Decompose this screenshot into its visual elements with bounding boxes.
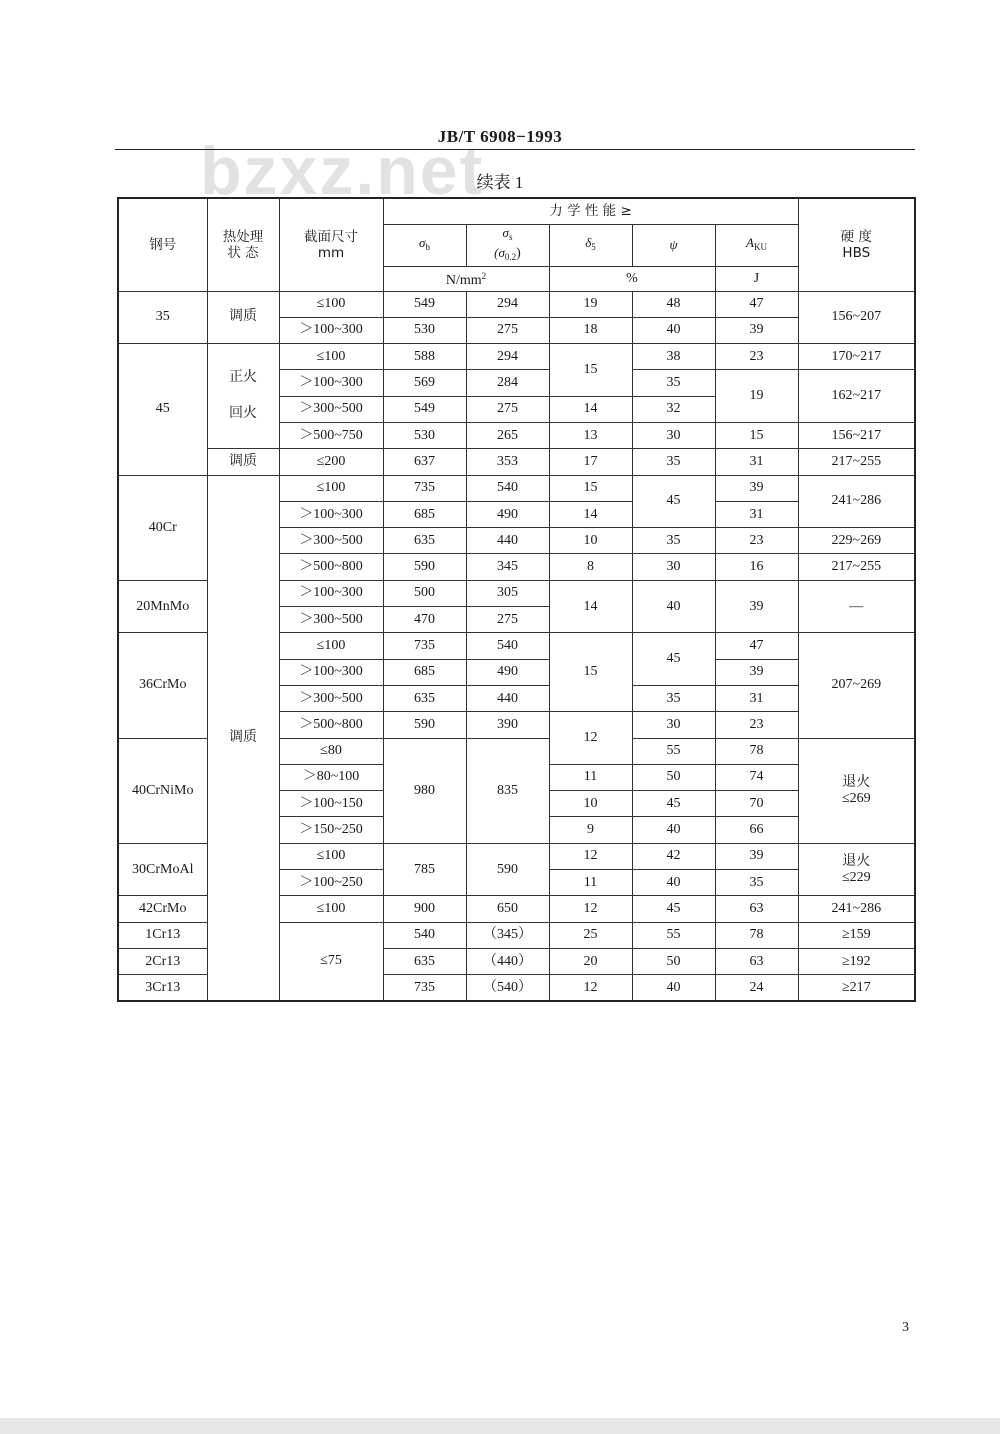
cell: 19 [549, 291, 632, 317]
table-row [118, 449, 915, 475]
cell: 48 [632, 291, 715, 317]
section-size: ≤100 [279, 843, 383, 869]
cell: 635 [383, 528, 466, 554]
col-delta5: $\delta_5$ [549, 224, 632, 266]
cell: 490 [466, 501, 549, 527]
hardness: — [798, 580, 915, 633]
cell: （345） [466, 922, 549, 948]
cell: 440 [466, 685, 549, 711]
cell: 35 [632, 370, 715, 396]
heat-treatment: 调质 [207, 291, 279, 344]
steel-grade: 45 [118, 344, 207, 475]
cell: 50 [632, 948, 715, 974]
cell: 38 [632, 344, 715, 370]
cell: 45 [632, 791, 715, 817]
hardness: ≥192 [798, 948, 915, 974]
cell: 50 [632, 764, 715, 790]
cell: 78 [715, 922, 798, 948]
col-psi: ψ [632, 224, 715, 266]
table-row [118, 344, 915, 370]
hardness: ≥217 [798, 975, 915, 1001]
cell: 635 [383, 685, 466, 711]
cell: 15 [549, 475, 632, 501]
cell: 12 [549, 712, 632, 765]
cell: 63 [715, 948, 798, 974]
cell: 40 [632, 870, 715, 896]
section-size: ＞500~800 [279, 554, 383, 580]
section-size: ＞300~500 [279, 396, 383, 422]
section-size: ＞100~300 [279, 370, 383, 396]
steel-grade: 40CrNiMo [118, 738, 207, 843]
cell: 735 [383, 633, 466, 659]
section-size: ≤80 [279, 738, 383, 764]
cell: 8 [549, 554, 632, 580]
cell: 12 [549, 975, 632, 1001]
cell: 35 [632, 685, 715, 711]
cell: 31 [715, 501, 798, 527]
cell: 70 [715, 791, 798, 817]
cell: 637 [383, 449, 466, 475]
cell: 13 [549, 422, 632, 448]
section-size: ≤100 [279, 633, 383, 659]
table-row [118, 475, 915, 501]
col-heat-treatment: 热处理 状 态 [207, 198, 279, 291]
steel-grade: 3Cr13 [118, 975, 207, 1001]
cell: 30 [632, 422, 715, 448]
cell: 685 [383, 659, 466, 685]
cell: 39 [715, 580, 798, 633]
hardness: 156~207 [798, 291, 915, 344]
hardness: 162~217 [798, 370, 915, 423]
section-size: ≤100 [279, 291, 383, 317]
cell: 530 [383, 422, 466, 448]
cell: 30 [632, 554, 715, 580]
mechanical-properties-table [117, 197, 916, 1002]
cell: 20 [549, 948, 632, 974]
section-size: ＞100~300 [279, 580, 383, 606]
section-size: ＞300~500 [279, 607, 383, 633]
standard-number: JB/T 6908−1993 [437, 127, 563, 146]
cell: 635 [383, 948, 466, 974]
cell: 14 [549, 580, 632, 633]
cell: 785 [383, 843, 466, 896]
cell: （440） [466, 948, 549, 974]
cell: 23 [715, 712, 798, 738]
cell: 353 [466, 449, 549, 475]
cell: 735 [383, 975, 466, 1001]
cell: 40 [632, 317, 715, 343]
cell: 284 [466, 370, 549, 396]
cell: 30 [632, 712, 715, 738]
section-size: ≤100 [279, 896, 383, 922]
cell: 294 [466, 344, 549, 370]
cell: 45 [632, 896, 715, 922]
hardness: 217~255 [798, 449, 915, 475]
table-caption: 续表 1 [476, 173, 524, 192]
cell: 39 [715, 317, 798, 343]
cell: 275 [466, 317, 549, 343]
col-aku: $A_{KU}$ [715, 224, 798, 266]
cell: 265 [466, 422, 549, 448]
cell: 590 [383, 554, 466, 580]
steel-grade: 42CrMo [118, 896, 207, 922]
cell: 569 [383, 370, 466, 396]
cell: 15 [549, 344, 632, 397]
section-size: ≤100 [279, 344, 383, 370]
cell: 540 [383, 922, 466, 948]
cell: 32 [632, 396, 715, 422]
cell: 39 [715, 475, 798, 501]
cell: 590 [466, 843, 549, 896]
hardness: 退火 ≤269 [798, 738, 915, 843]
unit-energy: J [715, 266, 798, 291]
cell: 40 [632, 975, 715, 1001]
cell: 685 [383, 501, 466, 527]
cell: 590 [383, 712, 466, 738]
hardness: 156~217 [798, 422, 915, 448]
col-hardness: 硬 度 HBS [798, 198, 915, 291]
col-sigma-b: $\sigma_b$ [383, 224, 466, 266]
unit-percent: % [549, 266, 715, 291]
cell: 24 [715, 975, 798, 1001]
cell: 500 [383, 580, 466, 606]
cell: 12 [549, 896, 632, 922]
cell: 275 [466, 607, 549, 633]
hardness: 217~255 [798, 554, 915, 580]
col-mechanical-properties: 力 学 性 能 ≥ [383, 198, 798, 224]
page-number: 3 [902, 1320, 909, 1335]
heat-treatment: 调质 [207, 475, 279, 1001]
cell: 835 [466, 738, 549, 843]
col-steel-grade: 钢号 [118, 198, 207, 291]
section-size: ＞100~300 [279, 501, 383, 527]
cell: 25 [549, 922, 632, 948]
cell: 23 [715, 344, 798, 370]
cell: 588 [383, 344, 466, 370]
section-size: ＞100~300 [279, 659, 383, 685]
cell: 78 [715, 738, 798, 764]
cell: 10 [549, 528, 632, 554]
cell: 55 [632, 922, 715, 948]
cell: 63 [715, 896, 798, 922]
cell: 35 [715, 870, 798, 896]
section-size: ＞300~500 [279, 685, 383, 711]
cell: 530 [383, 317, 466, 343]
cell: 16 [715, 554, 798, 580]
steel-grade: 40Cr [118, 475, 207, 580]
cell: 40 [632, 817, 715, 843]
table-row [118, 291, 915, 317]
cell: 390 [466, 712, 549, 738]
cell: 11 [549, 764, 632, 790]
section-size: ＞100~250 [279, 870, 383, 896]
hardness: 170~217 [798, 344, 915, 370]
hardness: 241~286 [798, 475, 915, 528]
hardness: 229~269 [798, 528, 915, 554]
steel-grade: 1Cr13 [118, 922, 207, 948]
cell: 47 [715, 633, 798, 659]
steel-grade: 36CrMo [118, 633, 207, 738]
cell: 31 [715, 449, 798, 475]
cell: 735 [383, 475, 466, 501]
cell: 549 [383, 396, 466, 422]
cell: 14 [549, 501, 632, 527]
cell: 10 [549, 791, 632, 817]
cell: 549 [383, 291, 466, 317]
section-size: ＞500~750 [279, 422, 383, 448]
viewer-bottom-bar [0, 1418, 1000, 1434]
unit-strength: $N/mm^2$ [383, 266, 549, 291]
steel-grade: 35 [118, 291, 207, 344]
hardness: 退火 ≤229 [798, 843, 915, 896]
cell: 23 [715, 528, 798, 554]
col-section-size: 截面尺寸 mm [279, 198, 383, 291]
col-sigma-s: $\sigma_s$ $(\sigma_{0.2})$ [466, 224, 549, 266]
cell: 650 [466, 896, 549, 922]
cell: 980 [383, 738, 466, 843]
cell: 900 [383, 896, 466, 922]
steel-grade: 30CrMoAl [118, 843, 207, 896]
section-size: ≤75 [279, 922, 383, 1001]
cell: 66 [715, 817, 798, 843]
cell: 17 [549, 449, 632, 475]
cell: 74 [715, 764, 798, 790]
section-size: ≤100 [279, 475, 383, 501]
cell: 345 [466, 554, 549, 580]
cell: 18 [549, 317, 632, 343]
cell: 42 [632, 843, 715, 869]
hardness: 241~286 [798, 896, 915, 922]
hardness: ≥159 [798, 922, 915, 948]
cell: 35 [632, 528, 715, 554]
cell: 440 [466, 528, 549, 554]
cell: 40 [632, 580, 715, 633]
cell: 19 [715, 370, 798, 423]
cell: 39 [715, 843, 798, 869]
section-size: ＞100~300 [279, 317, 383, 343]
cell: 15 [549, 633, 632, 712]
header-rule [115, 149, 915, 150]
section-size: ＞150~250 [279, 817, 383, 843]
cell: 470 [383, 607, 466, 633]
cell: 275 [466, 396, 549, 422]
section-size: ＞80~100 [279, 764, 383, 790]
cell: 45 [632, 633, 715, 686]
cell: 35 [632, 449, 715, 475]
heat-treatment: 调质 [207, 449, 279, 475]
cell: 9 [549, 817, 632, 843]
cell: 540 [466, 475, 549, 501]
cell: 490 [466, 659, 549, 685]
section-size: ＞500~800 [279, 712, 383, 738]
watermark: bzxz.net [200, 133, 485, 209]
cell: 11 [549, 870, 632, 896]
cell: 12 [549, 843, 632, 869]
section-size: ＞100~150 [279, 791, 383, 817]
cell: 294 [466, 291, 549, 317]
section-size: ≤200 [279, 449, 383, 475]
cell: 14 [549, 396, 632, 422]
section-size: ＞300~500 [279, 528, 383, 554]
cell: 31 [715, 685, 798, 711]
cell: 305 [466, 580, 549, 606]
cell: （540） [466, 975, 549, 1001]
heat-treatment: 正火 回火 [207, 344, 279, 449]
steel-grade: 20MnMo [118, 580, 207, 633]
cell: 39 [715, 659, 798, 685]
cell: 540 [466, 633, 549, 659]
cell: 45 [632, 475, 715, 528]
cell: 55 [632, 738, 715, 764]
hardness: 207~269 [798, 633, 915, 738]
cell: 15 [715, 422, 798, 448]
steel-grade: 2Cr13 [118, 948, 207, 974]
cell: 47 [715, 291, 798, 317]
